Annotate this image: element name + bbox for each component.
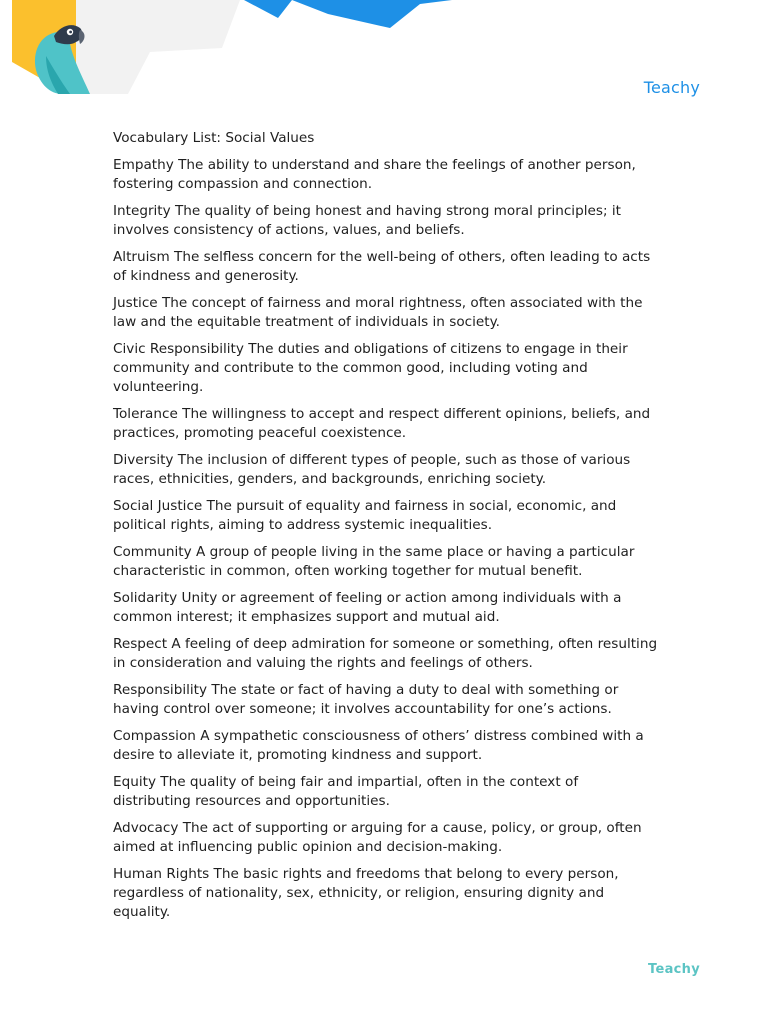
vocab-entry-empathy: Empathy The ability to understand and share the feelings of another person, fostering compassion and connection. bbox=[113, 157, 636, 192]
vocab-entry-compassion: Compassion A sympathetic consciousness of others’ distress combined with a desire to alleviate it, promoting kindness and support. bbox=[113, 728, 644, 763]
vocab-entry-equity: Equity The quality of being fair and impartial, often in the context of distributing resources and opportunities. bbox=[113, 774, 579, 809]
vocab-entry-respect: Respect A feeling of deep admiration for someone or something, often resulting in consideration and valuing the rights and feelings of others. bbox=[113, 636, 658, 671]
document-title: Vocabulary List: Social Values bbox=[113, 130, 315, 146]
brand-footer-logo-text: Teachy bbox=[648, 962, 700, 977]
vocab-entry-social-justice: Social Justice The pursuit of equality and fairness in social, economic, and political rights, aiming to address systemic inequalities. bbox=[113, 498, 617, 533]
vocab-entry-advocacy: Advocacy The act of supporting or arguing for a cause, policy, or group, often aimed at influencing public opinion and decision-making. bbox=[113, 820, 642, 855]
vocab-entry-altruism: Altruism The selfless concern for the well-being of others, often leading to acts of kindness and generosity. bbox=[113, 249, 651, 284]
vocab-entry-civic-responsibility: Civic Responsibility The duties and obligations of citizens to engage in their community and contribute to the common good, including voting and volunteering. bbox=[113, 341, 628, 395]
vocab-entry-integrity: Integrity The quality of being honest and having strong moral principles; it involves consistency of actions, values, and beliefs. bbox=[113, 203, 621, 238]
vocab-entry-tolerance: Tolerance The willingness to accept and respect different opinions, beliefs, and practices, promoting peaceful coexistence. bbox=[113, 406, 651, 441]
brand-header-logo-text: Teachy bbox=[643, 78, 700, 97]
document-body bbox=[113, 129, 658, 930]
header-decoration bbox=[0, 0, 520, 110]
vocab-entry-community: Community A group of people living in the same place or having a particular characteristic in common, often working together for mutual benefit. bbox=[113, 544, 635, 579]
blue-decor-shape bbox=[244, 0, 452, 28]
vocab-entry-solidarity: Solidarity Unity or agreement of feeling or action among individuals with a common interest; it emphasizes support and mutual aid. bbox=[113, 590, 622, 625]
vocab-entry-justice: Justice The concept of fairness and moral rightness, often associated with the law and the equitable treatment of individuals in society. bbox=[113, 295, 643, 330]
vocab-entry-responsibility: Responsibility The state or fact of having a duty to deal with something or having control over someone; it involves accountability for one’s actions. bbox=[113, 682, 619, 717]
vocab-entry-diversity: Diversity The inclusion of different types of people, such as those of various races, ethnicities, genders, and backgrounds, enriching society. bbox=[113, 452, 631, 487]
vocab-entry-human-rights: Human Rights The basic rights and freedoms that belong to every person, regardless of nationality, sex, ethnicity, or religion, ensuring dignity and equality. bbox=[113, 866, 619, 920]
